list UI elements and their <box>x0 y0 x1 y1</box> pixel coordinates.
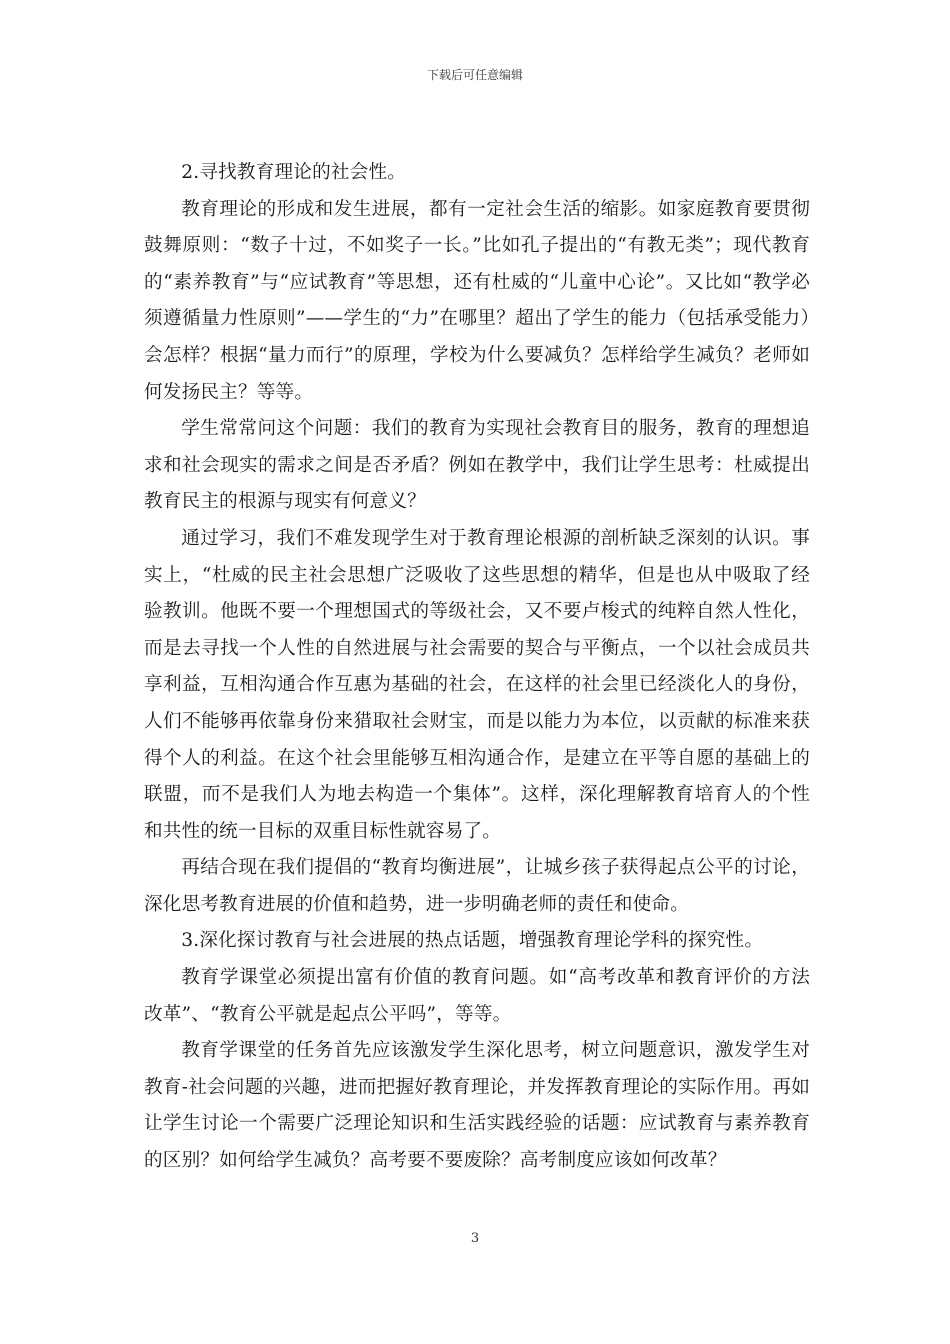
document-body <box>144 155 810 1180</box>
body-paragraph: 学生常常问这个问题：我们的教育为实现社会教育目的服务，教育的理想追求和社会现实的需求之间是否矛盾？例如在教学中，我们让学生思考：杜威提出教育民主的根源与现实有何意义？ <box>144 418 810 513</box>
section-heading-3: 3.深化探讨教育与社会进展的热点话题，增强教育理论学科的探究性。 <box>181 930 764 952</box>
page-number: 3 <box>470 1231 480 1246</box>
body-paragraph: 教育学课堂必须提出富有价值的教育问题。如“高考改革和教育评价的方法改革”、“教育公平就是起点公平吗”，等等。 <box>144 967 810 1025</box>
section-heading-2: 2.寻找教育理论的社会性。 <box>181 162 407 183</box>
page-header: 下载后可任意编辑 <box>426 68 523 82</box>
body-paragraph: 再结合现在我们提倡的“教育均衡进展”，让城乡孩子获得起点公平的讨论，深化思考教育进展的价值和趋势，进一步明确老师的责任和使命。 <box>144 857 810 915</box>
body-paragraph: 通过学习，我们不难发现学生对于教育理论根源的剖析缺乏深刻的认识。事实上，“杜威的民主社会思想广泛吸收了这些思想的精华，但是也从中吸取了经验教训。他既不要一个理想国式的等级社会，又不要卢梭式的纯粹自然人性化，而是去寻找一个人性的自然进展与社会需要的契合与平衡点，一个以社会成员共享利益，互相沟通合作互惠为基础的社会，在这样的社会里已经淡化人的身份，人们不能够再依靠身份来猎取社会财宝，而是以能力为本位，以贡献的标准来获得个人的利益。在这个社会里能够互相沟通合作，是建立在平等自愿的基础上的联盟，而不是我们人为地去构造一个集体”。这样，深化理解教育培育人的个性和共性的统一目标的双重目标性就容易了。 <box>144 527 810 842</box>
body-paragraph: 教育理论的形成和发生进展，都有一定社会生活的缩影。如家庭教育要贯彻鼓舞原则：“数子十过，不如奖子一长。”比如孔子提出的“有教无类”；现代教育的“素养教育”与“应试教育”等思想，还有杜威的“儿童中心论”。又比如“教学必须遵循量力性原则”——学生的“力”在哪里？超出了学生的能力（包括承受能力）会怎样？根据“量力而行”的原理，学校为什么要减负？怎样给学生减负？老师如何发扬民主？等等。 <box>144 198 810 403</box>
body-paragraph: 教育学课堂的任务首先应该激发学生深化思考，树立问题意识，激发学生对教育-社会问题的兴趣，进而把握好教育理论，并发挥教育理论的实际作用。再如让学生讨论一个需要广泛理论知识和生活实践经验的话题：应试教育与素养教育的区别？如何给学生减负？高考要不要废除？高考制度应该如何改革？ <box>144 1040 810 1172</box>
